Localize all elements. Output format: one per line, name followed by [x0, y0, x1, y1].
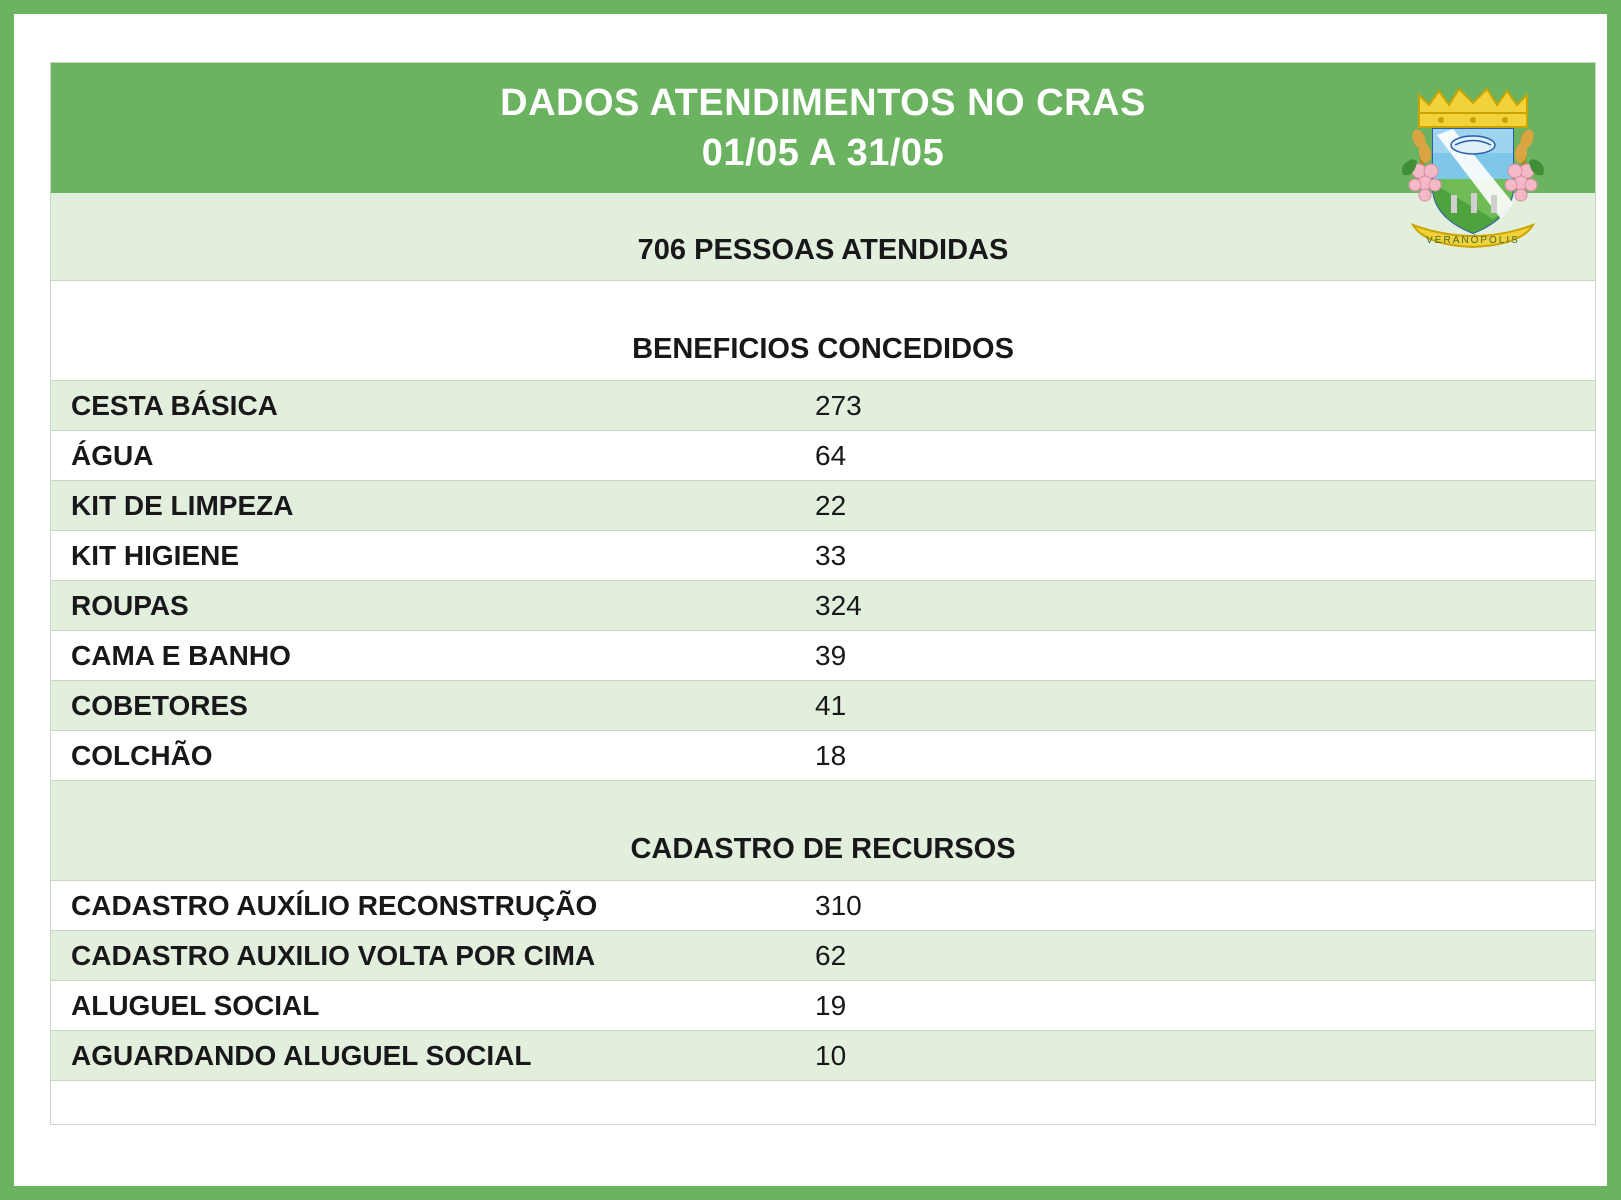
row-value: 22	[815, 489, 847, 521]
section-heading-benefits	[51, 281, 1595, 381]
table-row	[51, 531, 1595, 581]
row-value: 273	[815, 389, 862, 421]
table-row	[51, 431, 1595, 481]
row-label: KIT HIGIENE	[71, 539, 240, 571]
table-row	[51, 481, 1595, 531]
summary-row	[51, 193, 1595, 281]
row-value: 18	[815, 739, 847, 771]
page-title	[51, 78, 1595, 178]
row-value: 310	[815, 889, 862, 921]
report-table	[50, 62, 1596, 1125]
row-value: 39	[815, 639, 847, 671]
table-row	[51, 931, 1595, 981]
table-row	[51, 381, 1595, 431]
svg-text:VERANÓPOLIS: VERANÓPOLIS	[1426, 235, 1520, 246]
row-label: ROUPAS	[71, 589, 189, 621]
section-heading-resources-label: CADASTRO DE RECURSOS	[630, 833, 1016, 865]
table-row	[51, 881, 1595, 931]
table-row	[51, 681, 1595, 731]
row-value: 64	[815, 439, 847, 471]
page-title-line2: 01/05 A 31/05	[701, 131, 945, 174]
row-label: COBETORES	[71, 689, 248, 721]
page-title-line1: DADOS ATENDIMENTOS NO CRAS	[500, 81, 1146, 124]
row-value: 62	[815, 939, 847, 971]
table-row	[51, 981, 1595, 1031]
table-row	[51, 1031, 1595, 1081]
report-title-row	[51, 63, 1595, 246]
row-label: AGUARDANDO ALUGUEL SOCIAL	[71, 1039, 532, 1071]
coat-of-arms-icon	[1389, 75, 1557, 255]
section-heading-benefits-label: BENEFICIOS CONCEDIDOS	[632, 333, 1014, 365]
row-label: CADASTRO AUXÍLIO RECONSTRUÇÃO	[71, 889, 598, 921]
people-attended-label: 706 PESSOAS ATENDIDAS	[637, 234, 1009, 266]
table-row	[51, 581, 1595, 631]
row-label: ALUGUEL SOCIAL	[71, 989, 320, 1021]
row-label: ÁGUA	[71, 439, 154, 471]
row-label: KIT DE LIMPEZA	[71, 489, 294, 521]
table-footer-spacer	[51, 1081, 1595, 1125]
row-label: CESTA BÁSICA	[71, 389, 278, 421]
table-row	[51, 731, 1595, 781]
table-row	[51, 631, 1595, 681]
row-value: 10	[815, 1039, 847, 1071]
row-value: 19	[815, 989, 847, 1021]
row-label: COLCHÃO	[71, 739, 213, 771]
row-value: 324	[815, 589, 862, 621]
row-value: 33	[815, 539, 847, 571]
section-heading-resources	[51, 781, 1595, 881]
row-label: CAMA E BANHO	[71, 639, 291, 671]
row-label: CADASTRO AUXILIO VOLTA POR CIMA	[71, 939, 596, 971]
row-value: 41	[815, 689, 847, 721]
